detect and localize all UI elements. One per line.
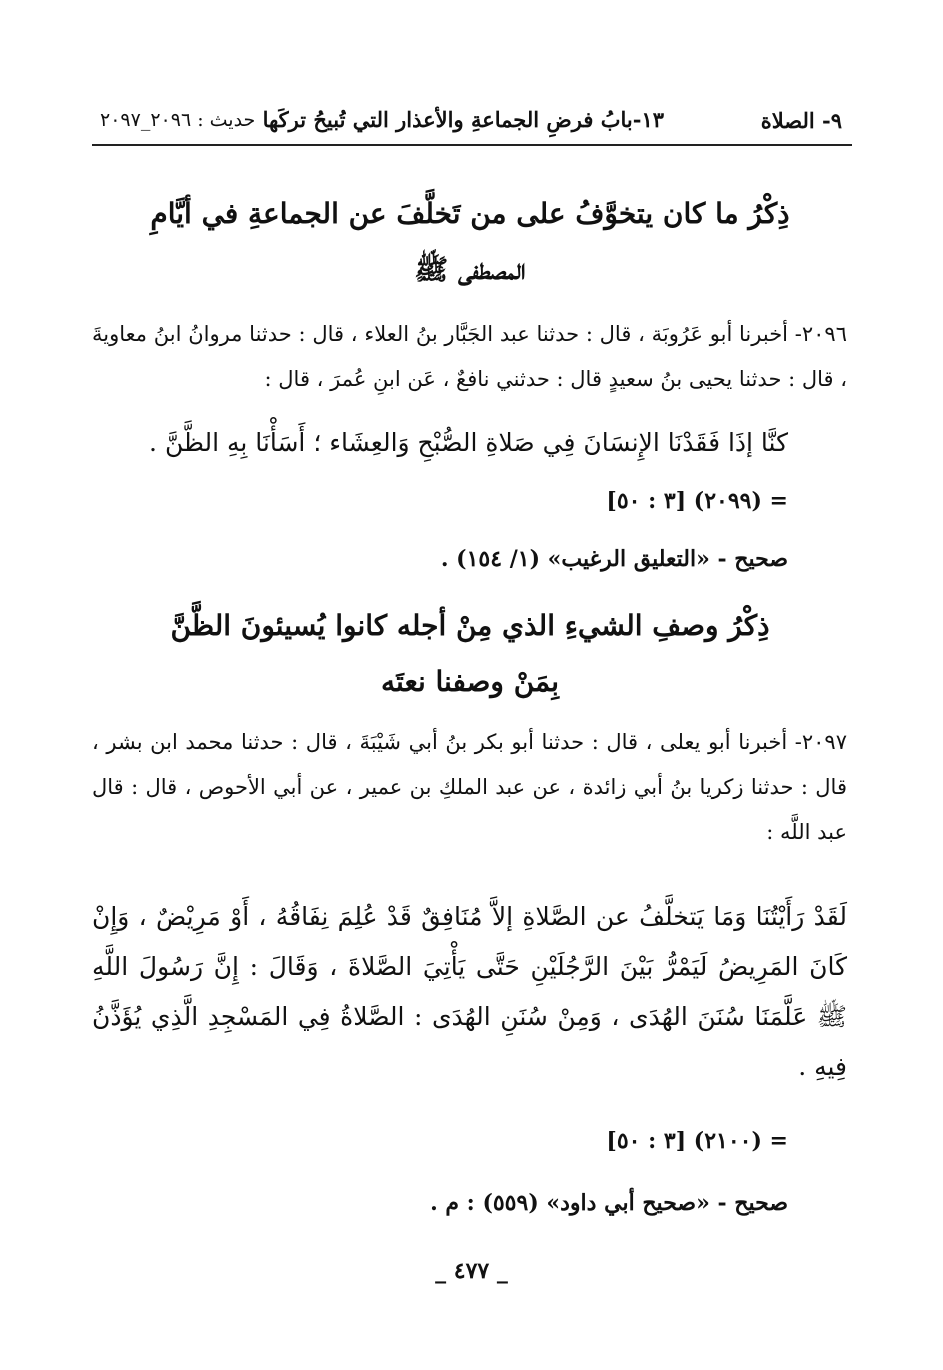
section-2-heading-line-1: ذِكْرُ وصفِ الشيءِ الذي مِنْ أجله كانوا يُسيئونَ الظَّنَّ xyxy=(170,609,770,642)
chapter-title: ٩- الصلاة xyxy=(760,108,842,133)
hadith-2097-reference: = (٢١٠٠) [٣ : ٥٠] xyxy=(606,1128,788,1154)
section-2-heading xyxy=(120,598,820,710)
hadith-2097-isnad: ٢٠٩٧- أخبرنا أبو يعلى ، قال : حدثنا أبو بكر بنُ أبي شَيْبَةَ ، قال : حدثنا محمد ابن بشر ، قال : حدثنا زكريا بنُ أبي زائدة ، عن عبد الملكِ بن عمير ، عن أبي الأحوص ، قال : قال عبد اللَّه : xyxy=(92,730,847,844)
section-1-heading-line-1: ذِكْرُ ما كان يتخوَّفُ على من تَخلَّفَ عن الجماعةِ في أيَّامِ xyxy=(150,197,790,230)
hadith-2097-matn: لَقَدْ رَأَيْتُنَا وَمَا يَتخلَّفُ عن الصَّلاةِ إلاَّ مُنَافِقٌ قَدْ عُلِمَ نِفَاقُهُ ، أَوْ مَرِيْضٌ ، وَإِنْ كَانَ المَرِيضُ لَيَمْرُّ بَيْنَ الرَّجُلَيْنِ حَتَّى يَأْتِيَ الصَّلاةَ ، وَقَالَ : إِنَّ رَسُولَ اللَّهِ ﷺ عَلَّمَنَا سُنَنَ الهُدَى ، وَمِنْ سُنَنِ الهُدَى : الصَّلاةُ فِي المَسْجِدِ الَّذِي يُؤَذَّنُ فِيهِ . xyxy=(92,902,847,1081)
running-header xyxy=(92,104,852,138)
bab-title: ١٣-بابُ فرضِ الجماعةِ والأعذار التي تُبيحُ تركَها xyxy=(262,107,664,132)
hadith-2096-isnad: ٢٠٩٦- أخبرنا أبو عَرُوبَة ، قال : حدثنا عبد الجَبَّار بنُ العلاء ، قال : حدثنا مروانُ ابنُ معاويةَ ، قال : حدثنا يحيى بنُ سعيدٍ قال : حدثني نافعٌ ، عَن ابنِ عُمرَ ، قال : xyxy=(92,322,847,391)
section-1-heading-line-2: المصطفى ﷺ xyxy=(414,253,526,286)
header-divider xyxy=(92,144,852,146)
hadith-2096-matn: كنَّا إذَا فَقَدْنَا الإِنسَانَ فِي صَلاةِ الصُّبْحِ وَالعِشَاء ؛ أَسَأْنَا بِهِ الظَّنَّ . xyxy=(149,428,788,457)
hadith-2096-grade: صحيح - «التعليق الرغيب» (١/ ١٥٤) . xyxy=(440,546,788,572)
section-1-heading xyxy=(120,186,820,298)
hadith-2097-grade: صحيح - «صحيح أبي داود» (٥٥٩) : م . xyxy=(430,1190,788,1216)
hadith-2096-reference: = (٢٠٩٩) [٣ : ٥٠] xyxy=(606,488,788,514)
page-number: _ ٤٧٧ _ xyxy=(435,1258,508,1284)
section-2-heading-line-2: بِمَنْ وصفنا نعتَه xyxy=(381,665,559,698)
hadith-range: حديث : ٢٠٩٦_٢٠٩٧ xyxy=(100,109,256,131)
